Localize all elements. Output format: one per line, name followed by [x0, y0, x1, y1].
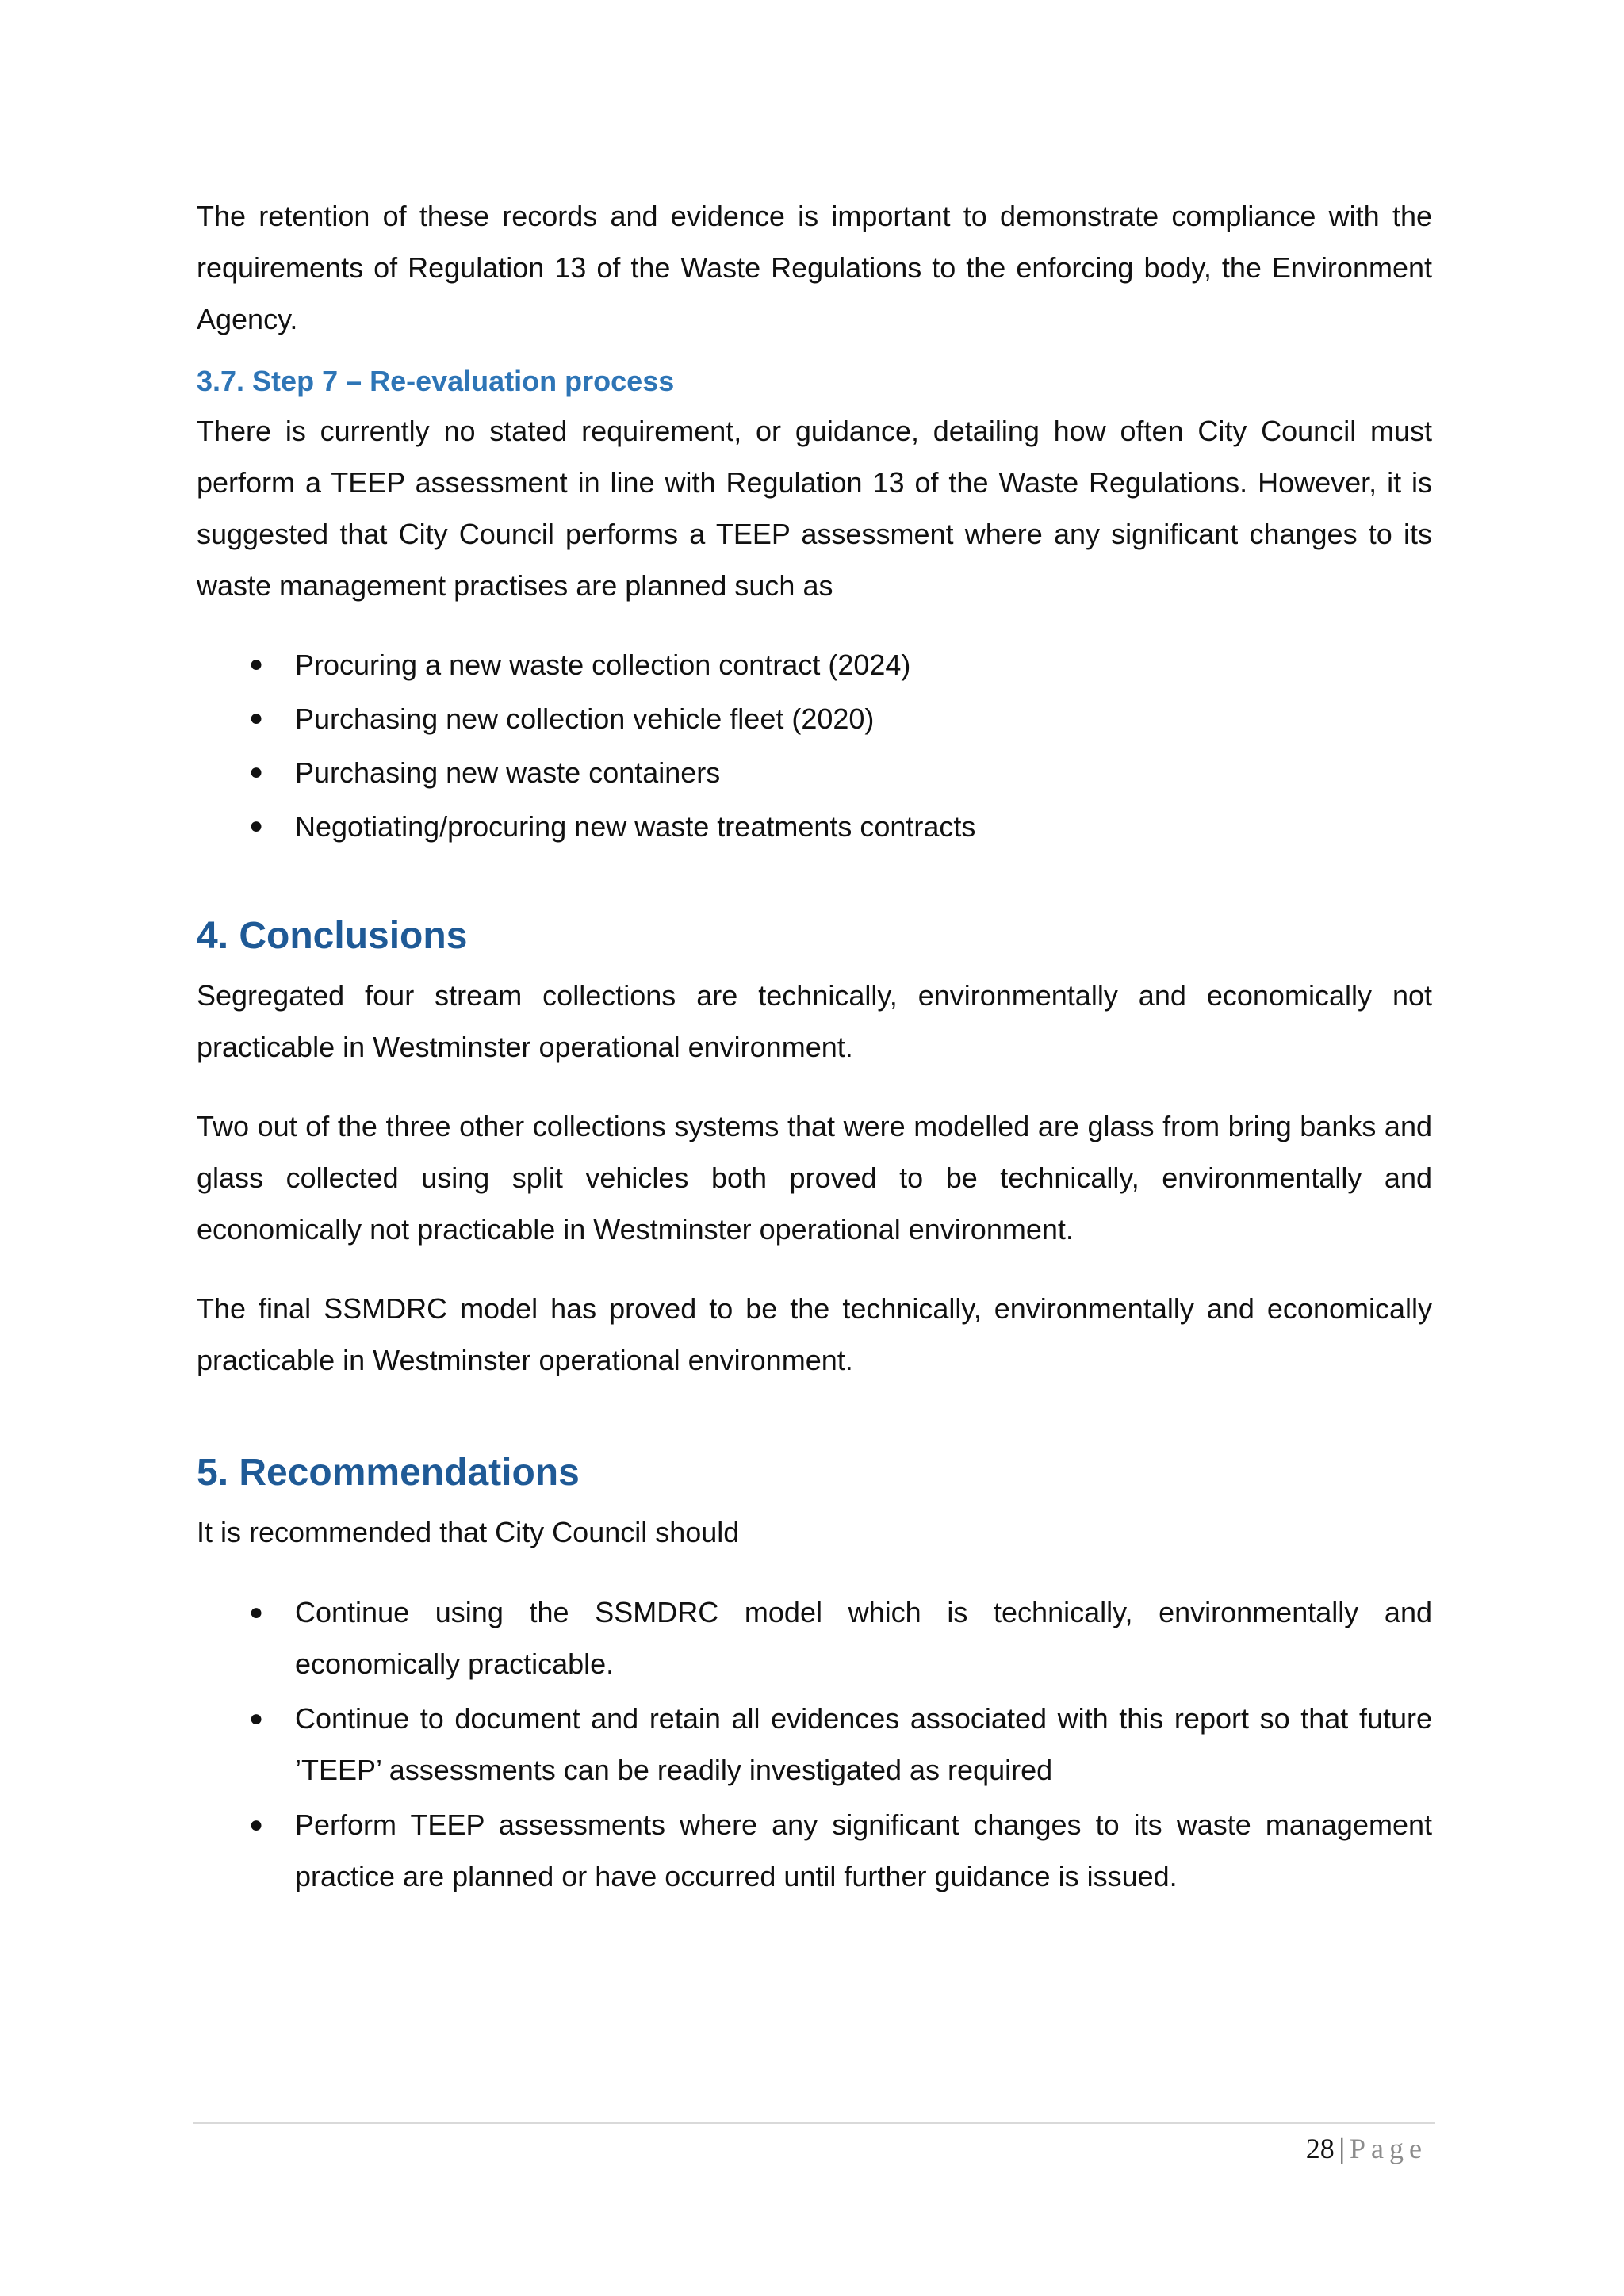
conclusions-paragraph-1: Segregated four stream collections are technically, environmentally and economically not practicable in Westminster operational environment.: [197, 979, 1432, 1063]
bullet-icon: ●: [249, 1812, 264, 1838]
list-item: ● Perform TEEP assessments where any significant changes to its waste management practice are planned or have occurred until further guidance is issued.: [197, 1799, 1432, 1902]
list-item: ● Negotiating/procuring new waste treatments contracts: [197, 800, 1432, 854]
bullet-icon: ●: [249, 1599, 264, 1625]
list-item: ● Purchasing new collection vehicle fleet (2020): [197, 692, 1432, 746]
bullet-icon: ●: [249, 759, 264, 785]
document-page: [197, 190, 1432, 1902]
step7-heading: 3.7. Step 7 – Re-evaluation process: [197, 365, 675, 397]
page-label: Page: [1350, 2133, 1427, 2164]
list-item: ● Continue to document and retain all evidences associated with this report so that future ’TEEP’ assessments can be readily investigated as required: [197, 1693, 1432, 1796]
conclusions-paragraph-3: The final SSMDRC model has proved to be the technically, environmentally and economically practicable in Westminster operational environment.: [197, 1292, 1432, 1376]
intro-paragraph: The retention of these records and evidence is important to demonstrate compliance with the requirements of Regulation 13 of the Waste Regulations to the enforcing body, the Environment Agency.: [197, 200, 1432, 335]
bullet-icon: ●: [249, 813, 264, 839]
bullet-icon: ●: [249, 1705, 264, 1732]
list-item: ● Procuring a new waste collection contract (2024): [197, 638, 1432, 692]
step7-bullet-list: [197, 638, 1432, 854]
footer-separator: |: [1339, 2133, 1346, 2164]
bullet-icon: ●: [249, 705, 264, 731]
page-footer: [1306, 2129, 1427, 2168]
recommendations-heading: 5. Recommendations: [197, 1452, 580, 1494]
list-item: ● Purchasing new waste containers: [197, 746, 1432, 800]
footer-divider: [193, 2122, 1435, 2124]
recommendations-intro: It is recommended that City Council should: [197, 1516, 740, 1548]
conclusions-heading: 4. Conclusions: [197, 915, 468, 957]
bullet-icon: ●: [249, 651, 264, 677]
recommendations-bullet-list: [197, 1586, 1432, 1902]
page-number: 28: [1305, 2133, 1335, 2164]
conclusions-paragraph-2: Two out of the three other collections systems that were modelled are glass from bring banks and glass collected using split vehicles both proved to be technically, environmentally and economically not practicable in Westminster operational environment.: [197, 1110, 1432, 1246]
list-item: ● Continue using the SSMDRC model which is technically, environmentally and economically practicable.: [197, 1586, 1432, 1689]
step7-paragraph: There is currently no stated requirement, or guidance, detailing how often City Council must perform a TEEP assessment in line with Regulation 13 of the Waste Regulations. However, it is suggested that City Council performs a TEEP assessment where any significant changes to its waste management practises are planned such as: [197, 415, 1432, 602]
